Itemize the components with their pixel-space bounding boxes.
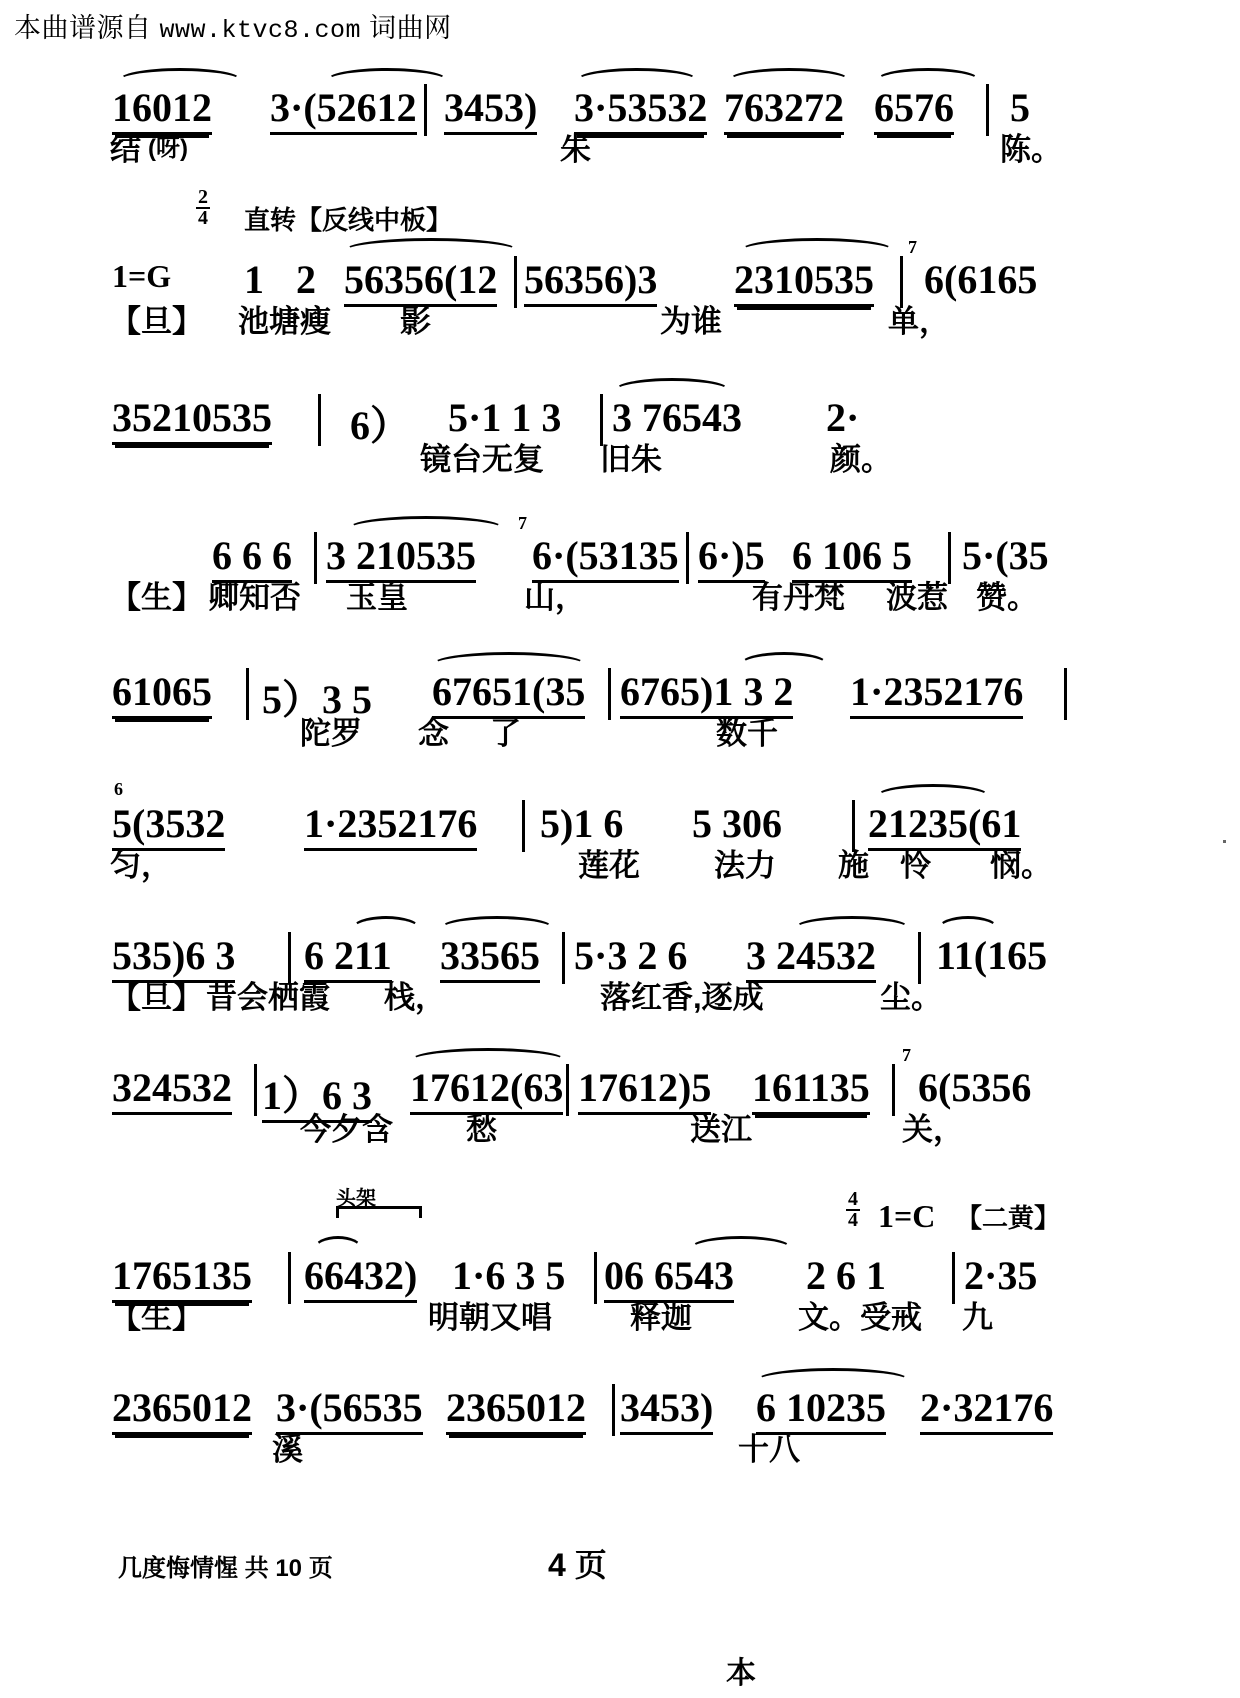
note-group: 56356)3	[524, 257, 657, 307]
slur	[728, 68, 850, 83]
lyric: 释迦	[630, 1300, 692, 1335]
slur	[876, 784, 990, 799]
system-9	[0, 1176, 1240, 1338]
lyric: 了	[490, 716, 521, 751]
lyric: 昔会栖霞	[206, 980, 330, 1015]
lyric: 陀罗	[300, 716, 362, 751]
note-group: 6576	[874, 85, 954, 135]
slur	[410, 1048, 566, 1063]
notes-row	[0, 1042, 1240, 1118]
slur	[876, 68, 980, 83]
lyric: (呀)	[148, 135, 188, 162]
tempo-label: 直转【反线中板】	[244, 205, 453, 235]
time-signature-4-4: $\frac{4}{4}$	[848, 1188, 858, 1231]
note-group: 6(5356	[918, 1065, 1032, 1110]
lyric: 颜。	[830, 442, 892, 477]
note-group: 6 10235	[756, 1385, 886, 1435]
key-signature: 1=C	[878, 1198, 936, 1234]
lyric: 匀，	[110, 848, 172, 883]
system-2	[0, 186, 1240, 342]
note-group: 1·2352176	[304, 801, 477, 851]
note-group: 35210535	[112, 395, 272, 445]
slur	[348, 516, 504, 531]
note-group: 6·)5	[698, 533, 765, 583]
note-group: 6）	[350, 403, 410, 448]
key-signature: 1=G	[112, 258, 172, 294]
lyric-row	[0, 1104, 1240, 1150]
lyric: 愁	[466, 1112, 497, 1147]
slur	[432, 652, 586, 667]
lyric-row	[0, 296, 1240, 342]
note-group: 6 6 6	[212, 533, 292, 583]
note-group: 3 76543	[612, 395, 742, 440]
time-signature-2-4: $\frac{2}{4}$	[198, 186, 208, 229]
note-group: 3 210535	[326, 533, 476, 583]
lyric-row	[0, 434, 1240, 480]
note-group: 161135	[752, 1065, 870, 1115]
note-group: 33565	[440, 933, 540, 983]
note-group: 17612(63	[410, 1065, 563, 1115]
slur	[740, 652, 828, 667]
lyric-row	[0, 972, 1240, 1018]
lyric: 九	[962, 1300, 993, 1335]
lyric: 【生】	[110, 1300, 203, 1335]
note-group: 1·2352176	[850, 669, 1023, 719]
note-group: 2310535	[734, 257, 874, 307]
system-4	[0, 510, 1240, 618]
source-prefix: 本曲谱源自	[14, 13, 152, 43]
lyric: 施	[838, 848, 869, 883]
lyric: 有丹梵	[752, 580, 845, 615]
lyric: 栈，	[384, 980, 446, 1015]
flat-accidental: 7	[902, 1045, 911, 1065]
note-group: 21235(61	[868, 801, 1021, 851]
footer-title: 几度悔情惺 共 10 页	[118, 1555, 333, 1582]
slur	[756, 1368, 910, 1383]
note-group: 2·	[826, 395, 860, 440]
lyric-row	[0, 708, 1240, 754]
note-group: 1765135	[112, 1253, 252, 1303]
system-3	[0, 372, 1240, 480]
note-group: 2 6 1	[806, 1253, 886, 1298]
lyric: 落红香,逐成	[600, 980, 764, 1015]
note-group: 11(165	[936, 933, 1048, 978]
instrument-bracket	[336, 1206, 422, 1218]
style-label: 【二黄】	[956, 1203, 1061, 1233]
lyric: 结	[110, 132, 141, 167]
lyric: 影	[400, 304, 431, 339]
slur	[794, 916, 910, 931]
note-group: 2·32176	[920, 1385, 1053, 1435]
note-group: 324532	[112, 1065, 232, 1115]
note-group: 6765)1 3 2	[620, 669, 793, 719]
lyric: 悯。	[990, 848, 1052, 883]
note-group: 5(3532	[112, 801, 225, 851]
lyric: 卿知否	[208, 580, 301, 615]
note-group: 5)1 6	[540, 801, 624, 846]
note-group: 5 306	[692, 801, 782, 846]
notes-row	[0, 910, 1240, 978]
system-1	[0, 62, 1240, 170]
note-group: 2	[296, 257, 316, 302]
notes-row	[0, 62, 1240, 130]
lyric: 今夕含	[300, 1112, 393, 1147]
system-8	[0, 1042, 1240, 1150]
lyric: 尘。	[880, 980, 942, 1015]
lyric: 单，	[888, 304, 950, 339]
note-group: 1·6 3 5	[452, 1253, 566, 1298]
slur	[740, 238, 894, 253]
slur	[614, 378, 730, 393]
note-group: 5·1 1 3	[448, 395, 562, 440]
note-group: 66432)	[304, 1253, 417, 1303]
slur	[118, 68, 242, 83]
note-group: 3·(56535	[276, 1385, 423, 1435]
page-number: 4 页	[548, 1547, 607, 1583]
lyric: 朱	[560, 132, 591, 167]
notes-row	[0, 372, 1240, 448]
lyric: 为谁	[660, 304, 722, 339]
notes-row	[0, 1362, 1240, 1430]
note-group: 535)6 3	[112, 933, 235, 983]
edge-speck	[1223, 840, 1226, 843]
note-group: 3·(52612	[270, 85, 417, 135]
notes-row	[0, 778, 1240, 846]
lyric: 十八	[738, 1432, 800, 1467]
lyric: 【旦】	[110, 304, 203, 339]
slur	[576, 68, 698, 83]
note-group: 3453)	[444, 85, 537, 135]
lyric: 玉皇	[346, 580, 408, 615]
notes-row	[0, 234, 1240, 302]
lyric-row	[0, 840, 1240, 886]
lyric: 送江	[690, 1112, 752, 1147]
lyric: 怜	[900, 848, 931, 883]
flat-accidental: 7	[908, 237, 917, 257]
notes-row	[0, 1230, 1240, 1298]
lyric-row	[0, 124, 1240, 170]
notes-row	[0, 646, 1240, 722]
note-group: 67651(35	[432, 669, 585, 719]
slur	[440, 916, 554, 931]
lyric-row	[0, 1424, 1240, 1470]
source-suffix: 词曲网	[369, 13, 452, 43]
flat-accidental: 6	[114, 779, 123, 799]
lyric: 赞。	[976, 580, 1038, 615]
note-group: 5·(35	[962, 533, 1049, 578]
note-group: 6 106 5	[792, 533, 912, 583]
note-group: 5	[1010, 85, 1030, 130]
slur	[352, 916, 420, 931]
lyric: 镜台无复	[420, 442, 544, 477]
note-group: 16012	[112, 85, 212, 135]
system-5	[0, 646, 1240, 754]
note-group: 3453)	[620, 1385, 713, 1435]
lyric: 陈。	[1000, 132, 1062, 167]
lyric-row	[0, 1292, 1240, 1338]
slur	[690, 1236, 792, 1251]
slur	[344, 238, 518, 253]
note-group: 5）3 5	[262, 677, 372, 722]
note-group: 1）6 3	[262, 1073, 372, 1123]
note-group: 3·53532	[574, 85, 707, 135]
lyric: 旧朱	[600, 442, 662, 477]
note-group: 3 24532	[746, 933, 876, 983]
note-group: 5·3 2 6	[574, 933, 688, 978]
lyric: 池塘瘦	[238, 304, 331, 339]
footer-bottom-char: 本	[726, 1657, 756, 1690]
note-group: 2365012	[112, 1385, 252, 1435]
lyric: 明朝又唱	[428, 1300, 552, 1335]
lyric: 【旦】	[110, 980, 203, 1015]
notes-row	[0, 510, 1240, 578]
note-group: 763272	[724, 85, 844, 135]
lyric: 法力	[714, 848, 776, 883]
note-group: 6·(53135	[532, 533, 679, 583]
system-7	[0, 910, 1240, 1018]
source-url: www.ktvc8.com	[159, 16, 362, 45]
slur	[314, 1236, 362, 1251]
lyric: 文。受戒	[798, 1300, 922, 1335]
note-group: 1	[244, 257, 264, 302]
lyric: 【生】	[110, 580, 203, 615]
system-6	[0, 778, 1240, 886]
note-group: 2365012	[446, 1385, 586, 1435]
note-group: 56356(12	[344, 257, 497, 307]
lyric-row	[0, 572, 1240, 618]
note-group: 06 6543	[604, 1253, 734, 1303]
lyric: 关，	[902, 1112, 964, 1147]
slur	[938, 916, 998, 931]
lyric: 数千	[716, 716, 778, 751]
note-group: 6(6165	[924, 257, 1038, 302]
instrument-label: 头架	[336, 1188, 376, 1210]
note-group: 2·35	[964, 1253, 1038, 1298]
note-group: 61065	[112, 669, 212, 719]
note-group: 6 211	[304, 933, 392, 983]
slur	[326, 68, 448, 83]
note-group: 17612)5	[578, 1065, 711, 1115]
lyric: 溪	[272, 1432, 303, 1467]
flat-accidental: 7	[518, 513, 527, 533]
lyric: 莲花	[578, 848, 640, 883]
system-10	[0, 1362, 1240, 1470]
lyric: 波惹	[886, 580, 948, 615]
source-watermark	[14, 6, 452, 45]
lyric: 念	[418, 716, 449, 751]
lyric: 山，	[524, 580, 586, 615]
